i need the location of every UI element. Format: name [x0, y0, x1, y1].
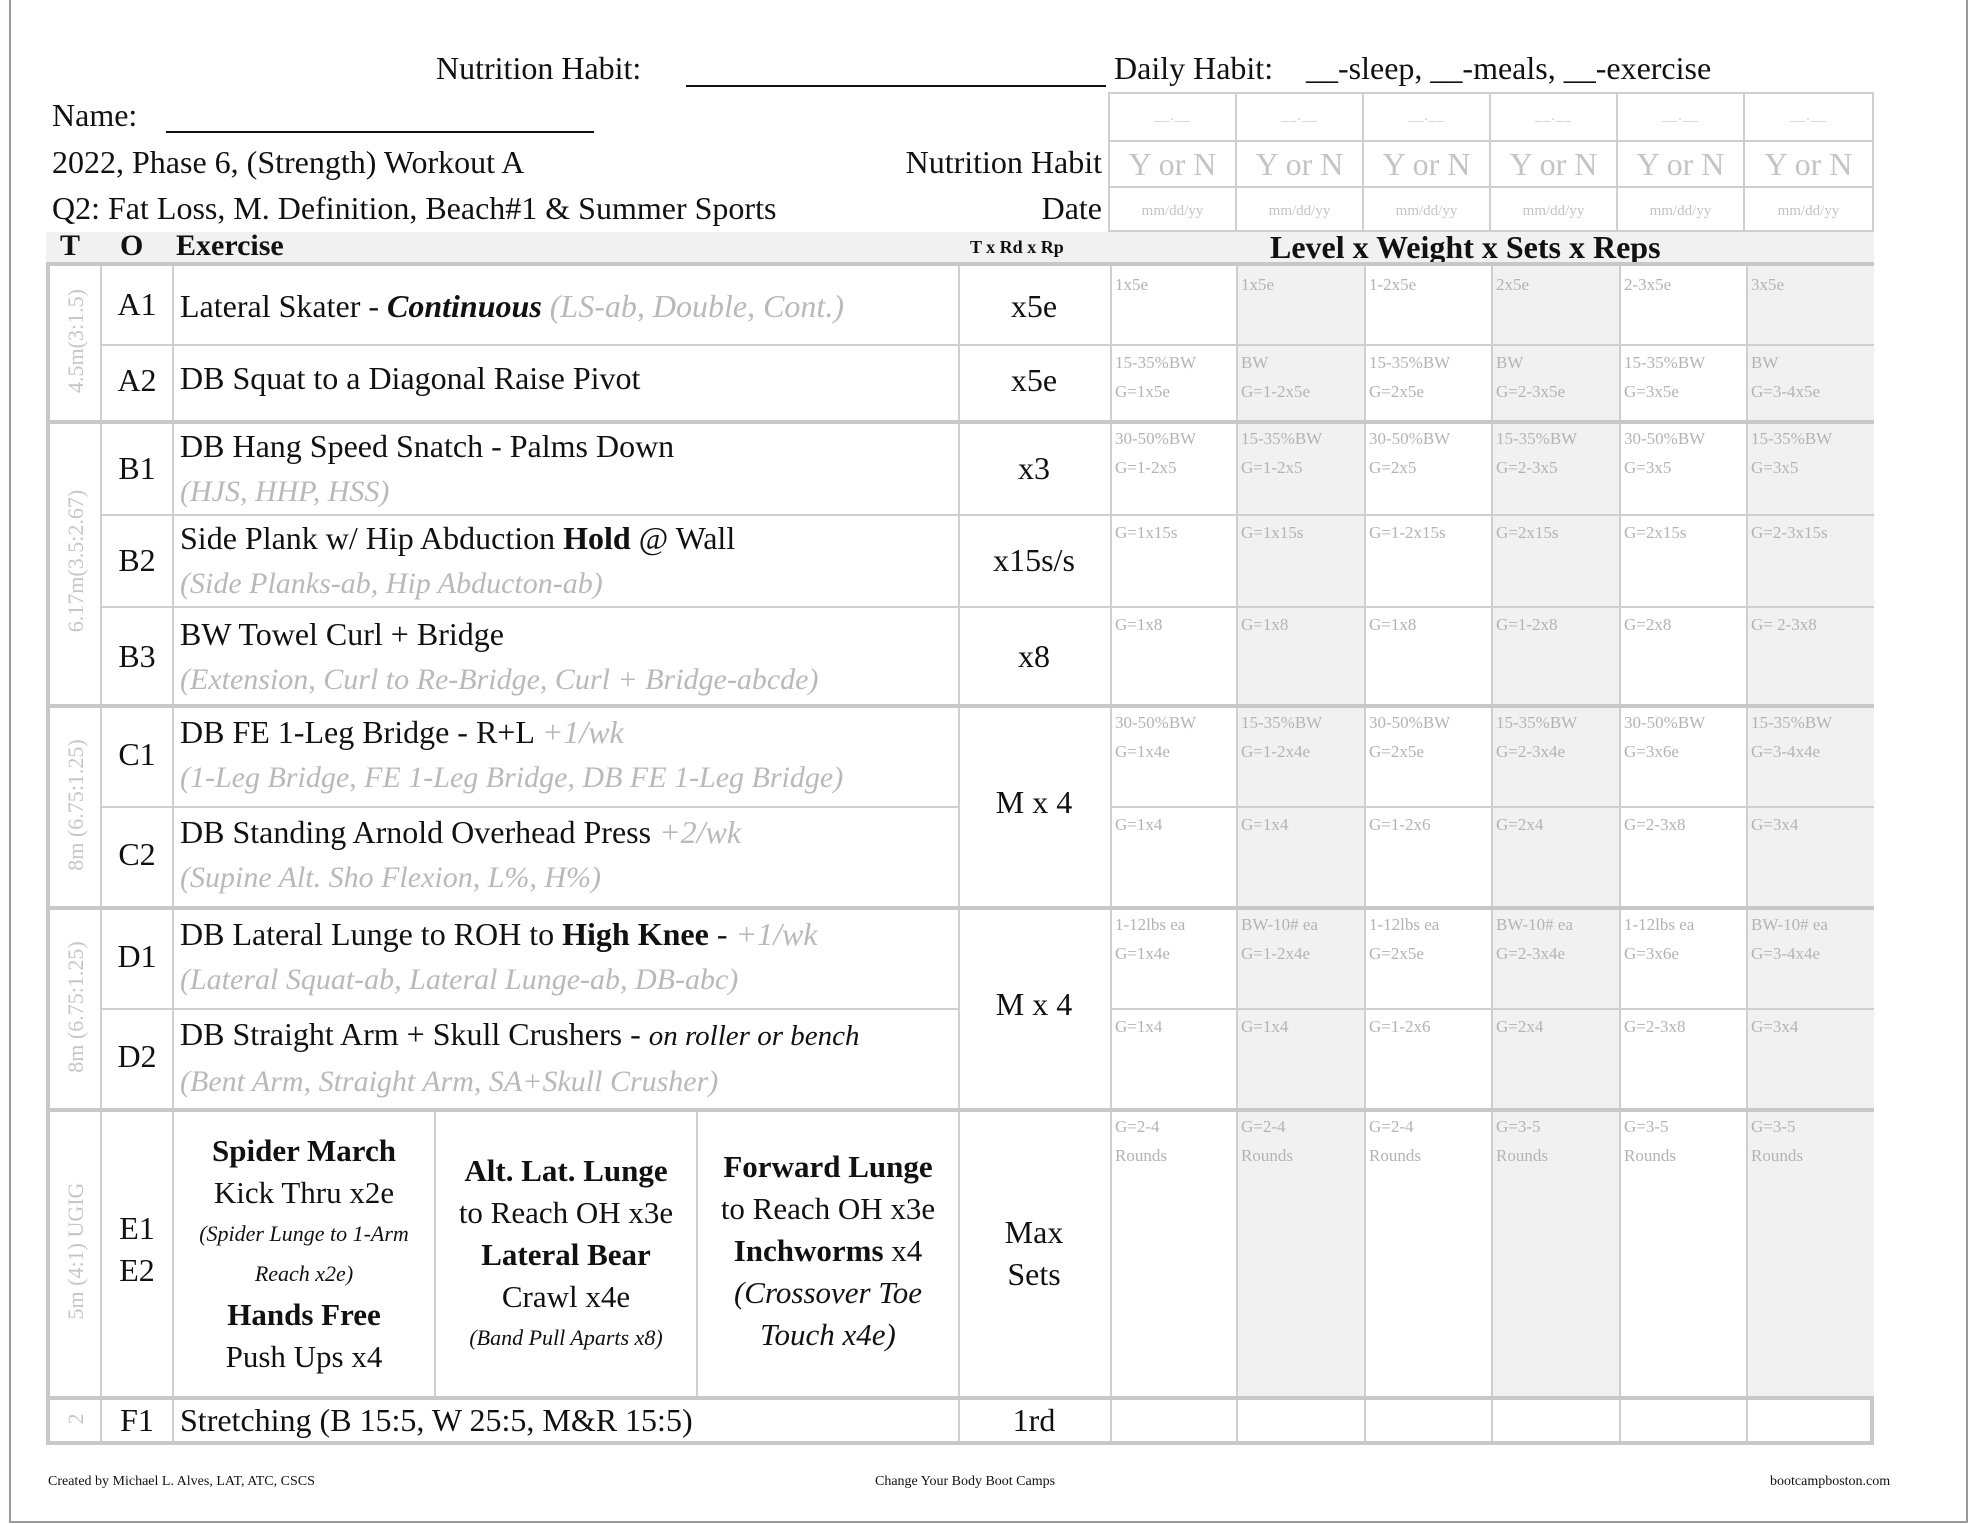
progression-cell-line: BW	[1496, 353, 1524, 372]
progression-cell[interactable]	[1751, 518, 1828, 547]
progression-cell[interactable]	[1369, 610, 1416, 639]
date-cell[interactable]: mm/dd/yy	[1618, 188, 1745, 234]
progression-cell[interactable]	[1369, 348, 1450, 406]
date-cell[interactable]: mm/dd/yy	[1110, 188, 1237, 234]
yes-no-cell[interactable]: Y or N	[1364, 142, 1491, 188]
exercise-a1	[180, 288, 844, 325]
date-cell[interactable]: mm/dd/yy	[1491, 188, 1618, 234]
exercise-b2	[180, 516, 735, 606]
progression-cell[interactable]	[1369, 810, 1431, 839]
yes-no-cell[interactable]: Y or N	[1237, 142, 1364, 188]
progression-cell[interactable]	[1496, 1012, 1543, 1041]
row-code: A1	[117, 286, 157, 322]
exercise-name-end: -	[708, 916, 736, 952]
exercise-d2	[180, 1012, 859, 1104]
progression-cell-line: G=3x5	[1751, 458, 1799, 477]
progression-cell[interactable]	[1241, 910, 1318, 968]
progression-cell-line: G=2x4	[1496, 1017, 1544, 1036]
progression-cell-line: G=3-4x5e	[1751, 382, 1821, 401]
progression-cell[interactable]	[1241, 1012, 1288, 1041]
progression-cell-line: G=2-3x15s	[1751, 523, 1828, 542]
progression-cell[interactable]	[1624, 1112, 1676, 1170]
col-exercise: Exercise	[176, 229, 284, 262]
progression-cell[interactable]	[1369, 1112, 1421, 1170]
progression-cell[interactable]	[1241, 708, 1322, 766]
progression-cell-line: 3x5e	[1751, 275, 1785, 294]
progression-cell[interactable]	[1624, 610, 1671, 639]
progression-cell-line: G=3-5	[1751, 1117, 1796, 1136]
exercise-alternatives: (Supine Alt. Sho Flexion, L%, H%)	[180, 861, 602, 894]
progression-cell[interactable]	[1751, 708, 1832, 766]
progression-cell-line: Rounds	[1241, 1146, 1293, 1165]
progression-cell-line: G=1x4	[1115, 1017, 1163, 1036]
divider	[1364, 266, 1366, 1441]
progression-cell-line: 15-35%BW	[1241, 713, 1323, 732]
progression-cell-line: G=1x4	[1115, 815, 1163, 834]
progression-cell-line: G=1x15s	[1115, 523, 1178, 542]
progression-cell[interactable]	[1115, 518, 1177, 547]
progression-cell[interactable]	[1241, 348, 1310, 406]
row-divider	[100, 806, 958, 808]
exercise-alternatives: (Crossover Toe	[733, 1275, 923, 1310]
progression-cell-line: G=1x4e	[1115, 944, 1170, 963]
row-divider	[100, 606, 1874, 608]
exercise-detail: to Reach OH x3e	[458, 1195, 674, 1230]
progression-cell-line: G=1-2x4e	[1241, 742, 1311, 761]
progression-cell-line: Rounds	[1369, 1146, 1421, 1165]
progression-cell[interactable]	[1624, 424, 1705, 482]
tx-b1: x3	[1018, 450, 1050, 486]
progression-cell-line: 2x5e	[1496, 275, 1530, 294]
row-code: A2	[117, 362, 157, 398]
progression-cell-line: 1x5e	[1115, 275, 1149, 294]
progression-cell-line: G=2x8	[1624, 615, 1672, 634]
progression-cell-line: G=1-2x15s	[1369, 523, 1446, 542]
progression-cell-line: G=3x6e	[1624, 944, 1679, 963]
progression-cell-line: 30-50%BW	[1115, 429, 1197, 448]
progression-cell-line: G=1x4	[1241, 815, 1289, 834]
exercise-name: Alt. Lat. Lunge	[464, 1153, 668, 1188]
footer-website[interactable]: bootcampboston.com	[1770, 1474, 1891, 1489]
habit-blank-cell[interactable]: __.__	[1237, 94, 1364, 142]
progression-cell-line: 2-3x5e	[1624, 275, 1672, 294]
exercise-name: DB FE 1-Leg Bridge - R+L	[180, 714, 542, 750]
progression-cell[interactable]	[1751, 348, 1820, 406]
progression-cell[interactable]	[1751, 1112, 1803, 1170]
progression-cell[interactable]	[1624, 270, 1671, 299]
progression-cell[interactable]	[1496, 610, 1558, 639]
nutrition-habit-label: Nutrition Habit:	[436, 50, 642, 86]
exercise-alternatives: (Bent Arm, Straight Arm, SA+Skull Crusher)	[180, 1065, 719, 1098]
progression-cell[interactable]	[1751, 610, 1817, 639]
progression-cell-line: 1x5e	[1241, 275, 1275, 294]
tx-f1: 1rd	[1012, 1402, 1056, 1438]
progression-cell[interactable]	[1751, 810, 1798, 839]
tx-a2: x5e	[1010, 362, 1058, 398]
progression-cell[interactable]	[1624, 1012, 1686, 1041]
exercise-e-col1	[174, 1130, 434, 1378]
progression-cell[interactable]	[1115, 708, 1196, 766]
habit-blank-cell[interactable]: __.__	[1618, 94, 1745, 142]
progression-cell-line: BW	[1241, 353, 1269, 372]
exercise-name: DB Lateral Lunge to ROH to	[180, 916, 563, 952]
progression-cell[interactable]	[1115, 910, 1185, 968]
tx-a1: x5e	[1010, 288, 1058, 324]
progression-cell-line: G=3x5	[1624, 458, 1672, 477]
progression-cell-line: 15-35%BW	[1369, 353, 1451, 372]
exercise-emphasis: Hold	[563, 520, 631, 556]
progression-cell-line: G=3x5e	[1624, 382, 1679, 401]
exercise-alternatives: (HJS, HHP, HSS)	[180, 475, 390, 508]
progression-cell-line: Rounds	[1115, 1146, 1167, 1165]
exercise-name-end: @ Wall	[630, 520, 736, 556]
progression-cell-line: G=2-3x8	[1624, 1017, 1686, 1036]
progression-cell[interactable]	[1496, 910, 1573, 968]
exercise-name: Forward Lunge	[723, 1149, 933, 1184]
progression-cell[interactable]	[1241, 1112, 1293, 1170]
progression-cell-line: 1-12lbs ea	[1624, 915, 1695, 934]
row-code: E2	[119, 1252, 155, 1288]
date-row-label: Date	[1041, 190, 1102, 226]
row-divider	[100, 1008, 958, 1010]
daily-habit-items: __-sleep, __-meals, __-exercise	[1306, 50, 1712, 86]
exercise-name: Lateral Bear	[481, 1237, 651, 1272]
block-d-time: 8m (6.75:1.25)	[63, 941, 88, 1073]
progression-cell-line: 15-35%BW	[1751, 713, 1833, 732]
exercise-emphasis: Continuous	[387, 288, 542, 324]
progression-cell-line: 30-50%BW	[1624, 429, 1706, 448]
progression-cell-line: G=3-5	[1624, 1117, 1669, 1136]
exercise-b3	[180, 612, 818, 702]
col-trdrp: T x Rd x Rp	[970, 237, 1064, 257]
tx-c: M x 4	[995, 784, 1073, 820]
progression-cell-line: 15-35%BW	[1241, 429, 1323, 448]
block-divider	[50, 1108, 1874, 1112]
progression-cell[interactable]	[1369, 910, 1439, 968]
progression-cell[interactable]	[1369, 708, 1450, 766]
progression-cell[interactable]	[1751, 424, 1832, 482]
tx-b3: x8	[1018, 638, 1050, 674]
progression-cell[interactable]	[1241, 518, 1303, 547]
progression-cell[interactable]	[1115, 1012, 1162, 1041]
progression-cell[interactable]	[1496, 424, 1577, 482]
exercise-name: DB Standing Arnold Overhead Press	[180, 814, 660, 850]
progression-cell[interactable]	[1241, 610, 1288, 639]
progression: +1/wk	[735, 916, 818, 952]
progression-cell-line: 15-35%BW	[1624, 353, 1706, 372]
habit-blank-cell[interactable]: __.__	[1364, 94, 1491, 142]
progression-cell-line: 15-35%BW	[1751, 429, 1833, 448]
workout-title: 2022, Phase 6, (Strength) Workout A	[52, 144, 525, 180]
progression-cell-line: G=3-4x4e	[1751, 742, 1821, 761]
progression-cell-line: G=1x4	[1241, 1017, 1289, 1036]
progression: +1/wk	[541, 714, 624, 750]
progression-cell[interactable]	[1496, 270, 1529, 299]
progression-cell[interactable]	[1496, 810, 1543, 839]
exercise-e-col2	[436, 1150, 696, 1358]
footer-org: Change Your Body Boot Camps	[875, 1474, 1056, 1489]
progression-cell-line: G=2x5e	[1369, 944, 1424, 963]
progression-cell[interactable]	[1369, 270, 1416, 299]
progression-cell-line: BW-10# ea	[1496, 915, 1573, 934]
exercise-alternatives: (Band Pull Aparts x8)	[469, 1325, 663, 1350]
progression-cell-line: BW-10# ea	[1241, 915, 1318, 934]
progression-cell[interactable]	[1115, 424, 1196, 482]
progression-cell-line: 15-35%BW	[1115, 353, 1197, 372]
progression-cell[interactable]	[1624, 518, 1686, 547]
exercise-name: Lateral Skater -	[180, 288, 387, 324]
weekly-header-grid	[1108, 92, 1874, 232]
progression-cell-line: G=1x8	[1241, 615, 1289, 634]
progression-cell[interactable]	[1624, 910, 1694, 968]
exercise-detail: to Reach OH x3e	[720, 1191, 936, 1226]
progression-cell-line: 1-12lbs ea	[1369, 915, 1440, 934]
progression-cell-line: G=2-4	[1115, 1117, 1160, 1136]
exercise-alternatives: Reach x2e)	[254, 1261, 354, 1286]
block-divider	[50, 906, 1874, 910]
progression-cell-line: G=2-3x4e	[1496, 742, 1566, 761]
divider	[1236, 266, 1238, 1441]
progression-cell[interactable]	[1496, 1112, 1548, 1170]
progression-cell[interactable]	[1115, 348, 1196, 406]
block-e-time: 5m (4:1) UGIG	[63, 1182, 88, 1320]
progression-cell[interactable]	[1624, 810, 1686, 839]
exercise-detail: x4	[883, 1233, 923, 1268]
progression-cell[interactable]	[1115, 1112, 1167, 1170]
exercise-a2: DB Squat to a Diagonal Raise Pivot	[180, 360, 641, 396]
block-b-time: 6.17m(3.5:2.67)	[63, 489, 88, 633]
yes-no-cell[interactable]: Y or N	[1618, 142, 1745, 188]
progression-cell-line: G=1x5e	[1115, 382, 1170, 401]
progression-cell[interactable]	[1751, 270, 1784, 299]
progression-cell-line: G=2x5e	[1369, 382, 1424, 401]
progression-cell-line: G=1-2x6	[1369, 1017, 1431, 1036]
progression-cell[interactable]	[1751, 910, 1828, 968]
progression-cell[interactable]	[1496, 348, 1565, 406]
progression-cell-line: G=1x4e	[1115, 742, 1170, 761]
exercise-name: Spider March	[211, 1133, 396, 1168]
exercise-alternatives: (Extension, Curl to Re-Bridge, Curl + Bridge-abcde)	[180, 663, 819, 696]
exercise-name: Side Plank w/ Hip Abduction	[180, 520, 564, 556]
name-label: Name:	[52, 97, 138, 133]
divider	[1619, 266, 1621, 1441]
progression-cell-line: G=1-2x4e	[1241, 944, 1311, 963]
block-f-time: 2	[63, 1413, 88, 1425]
row-code: C2	[118, 836, 156, 872]
col-progress: Level x Weight x Sets x Reps	[1270, 229, 1661, 265]
block-c-time: 8m (6.75:1.25)	[63, 739, 88, 871]
progression-cell[interactable]	[1115, 810, 1162, 839]
progression-cell-line: 15-35%BW	[1496, 429, 1578, 448]
tx-e-sets: Sets	[1007, 1256, 1061, 1292]
progression-cell-line: G=2-4	[1241, 1117, 1286, 1136]
exercise-alternatives: (Lateral Squat-ab, Lateral Lunge-ab, DB-abc)	[180, 963, 739, 996]
exercise-alternatives: (1-Leg Bridge, FE 1-Leg Bridge, DB FE 1-Leg Bridge)	[180, 761, 844, 794]
name-line[interactable]	[166, 131, 594, 133]
col-o: O	[120, 229, 144, 262]
progression-cell-line: G=1-2x6	[1369, 815, 1431, 834]
exercise-alternatives: Touch x4e)	[760, 1317, 896, 1352]
row-code: E1	[119, 1210, 155, 1246]
progression-cell-line: G=1-2x8	[1496, 615, 1558, 634]
exercise-name: Inchworms	[733, 1233, 884, 1268]
progression-cell-line: G=2x15s	[1624, 523, 1687, 542]
goal-line: Q2: Fat Loss, M. Definition, Beach#1 & Summer Sports	[52, 190, 777, 226]
divider	[1110, 266, 1112, 1441]
row-divider	[1110, 1008, 1874, 1010]
progression-cell[interactable]	[1241, 424, 1322, 482]
row-code: D2	[117, 1038, 157, 1074]
exercise-detail: Crawl x4e	[501, 1279, 631, 1314]
exercise-emphasis: High Knee	[562, 916, 709, 952]
exercise-c2	[180, 810, 741, 900]
exercise-alternatives: (Spider Lunge to 1-Arm	[199, 1221, 409, 1246]
progression-cell-line: G=3x4	[1751, 1017, 1799, 1036]
tx-b2: x15s/s	[993, 542, 1075, 578]
date-cell[interactable]: mm/dd/yy	[1237, 188, 1364, 234]
divider	[1491, 266, 1493, 1441]
progression-cell[interactable]	[1369, 424, 1450, 482]
habit-blank-cell[interactable]: __.__	[1110, 94, 1237, 142]
date-cell[interactable]: mm/dd/yy	[1777, 202, 1840, 219]
exercise-b1	[180, 424, 674, 514]
progression-cell[interactable]	[1624, 348, 1705, 406]
exercise-e-col3	[698, 1146, 958, 1356]
exercise-name: DB Straight Arm + Skull Crushers -	[180, 1016, 649, 1052]
progression-cell-line: G=3x4	[1751, 815, 1799, 834]
progression-cell-line: G=1x15s	[1241, 523, 1304, 542]
tx-e-max: Max	[1004, 1214, 1064, 1250]
progression-cell-line: 15-35%BW	[1496, 713, 1578, 732]
progression-cell-line: G= 2-3x8	[1751, 615, 1817, 634]
row-code: C1	[118, 736, 156, 772]
progression-cell-line: G=2-3x5	[1496, 458, 1558, 477]
progression-cell-line: G=2x5e	[1369, 742, 1424, 761]
progression-cell-line: G=1-2x5	[1241, 458, 1303, 477]
column-header-bar	[46, 229, 1874, 265]
progression-cell-line: G=2x5	[1369, 458, 1417, 477]
divider	[1746, 266, 1748, 1441]
habit-blank-cell[interactable]: __.__	[1745, 94, 1872, 142]
row-divider	[100, 344, 1874, 346]
progression-cell-line: BW-10# ea	[1751, 915, 1828, 934]
exercise-f1: Stretching (B 15:5, W 25:5, M&R 15:5)	[180, 1402, 693, 1438]
exercise-c1	[180, 710, 843, 800]
progression-cell[interactable]	[1241, 270, 1274, 299]
progression-cell[interactable]	[1496, 518, 1558, 547]
exercise-alternatives: (LS-ab, Double, Cont.)	[549, 288, 844, 324]
row-code: B1	[118, 450, 156, 486]
exercise-name: Hands Free	[227, 1297, 381, 1332]
progression: +2/wk	[659, 814, 742, 850]
nutrition-habit-row-label: Nutrition Habit	[905, 144, 1102, 180]
progression-cell-line: BW	[1751, 353, 1779, 372]
exercise-alternatives: (Side Planks-ab, Hip Abducton-ab)	[180, 567, 603, 600]
progression-cell[interactable]	[1624, 708, 1705, 766]
progression-cell-line: G=2-3x4e	[1496, 944, 1566, 963]
progression-cell-line: 30-50%BW	[1624, 713, 1706, 732]
exercise-d1	[180, 912, 818, 1002]
workout-table	[46, 262, 1874, 1445]
block-divider	[50, 1396, 1874, 1400]
row-divider	[1110, 806, 1874, 808]
progression-cell[interactable]	[1369, 1012, 1431, 1041]
daily-habit-label: Daily Habit:	[1114, 50, 1274, 86]
progression-cell-line: Rounds	[1624, 1146, 1676, 1165]
progression-cell-line: 1-12lbs ea	[1115, 915, 1186, 934]
progression-cell-line: G=2x15s	[1496, 523, 1559, 542]
exercise-detail: Push Ups x4	[225, 1339, 383, 1374]
progression-cell-line: 30-50%BW	[1115, 713, 1197, 732]
row-code: D1	[117, 938, 157, 974]
progression-cell-line: G=3x6e	[1624, 742, 1679, 761]
progression-cell-line: G=1x8	[1115, 615, 1163, 634]
progression-cell-line: Rounds	[1751, 1146, 1803, 1165]
progression-cell-line: Rounds	[1496, 1146, 1548, 1165]
row-code: F1	[120, 1402, 154, 1438]
progression-cell-line: 30-50%BW	[1369, 429, 1451, 448]
exercise-name: BW Towel Curl + Bridge	[180, 616, 504, 652]
progression-cell[interactable]	[1369, 518, 1446, 547]
yes-no-cell[interactable]: Y or N	[1110, 142, 1237, 188]
row-code: B3	[118, 638, 156, 674]
yes-no-cell[interactable]: Y or N	[1491, 142, 1618, 188]
progression-cell-line: G=2-3x5e	[1496, 382, 1566, 401]
progression-cell-line: G=2-3x8	[1624, 815, 1686, 834]
yes-no-cell[interactable]: Y or N	[1745, 142, 1872, 188]
habit-blank-cell[interactable]: __.__	[1491, 94, 1618, 142]
block-a-time: 4.5m(3:1.5)	[63, 289, 88, 393]
exercise-name: DB Hang Speed Snatch - Palms Down	[180, 428, 675, 464]
progression-cell-line: G=1-2x5	[1115, 458, 1177, 477]
row-code: B2	[118, 542, 156, 578]
footer-credit: Created by Michael L. Alves, LAT, ATC, CSCS	[48, 1474, 315, 1489]
progression-cell-line: 1-2x5e	[1369, 275, 1417, 294]
exercise-note: on roller or bench	[648, 1020, 860, 1052]
tx-d: M x 4	[995, 986, 1073, 1022]
nutrition-habit-line	[686, 85, 1106, 87]
date-cell[interactable]: mm/dd/yy	[1364, 188, 1491, 234]
progression-cell-line: G=2-4	[1369, 1117, 1414, 1136]
progression-cell-line: G=1x8	[1369, 615, 1417, 634]
col-t: T	[60, 229, 81, 262]
progression-cell-line: G=2x4	[1496, 815, 1544, 834]
progression-cell[interactable]	[1115, 610, 1162, 639]
progression-cell-line: G=3-4x4e	[1751, 944, 1821, 963]
progression-cell-line: G=3-5	[1496, 1117, 1541, 1136]
progression-cell[interactable]	[1751, 1012, 1798, 1041]
progression-cell-line: G=1-2x5e	[1241, 382, 1311, 401]
progression-cell[interactable]	[1241, 810, 1288, 839]
exercise-detail: Kick Thru x2e	[213, 1175, 395, 1210]
progression-cell-line: 30-50%BW	[1369, 713, 1451, 732]
progression-cell[interactable]	[1115, 270, 1148, 299]
block-divider	[50, 704, 1874, 708]
progression-cell[interactable]	[1496, 708, 1577, 766]
